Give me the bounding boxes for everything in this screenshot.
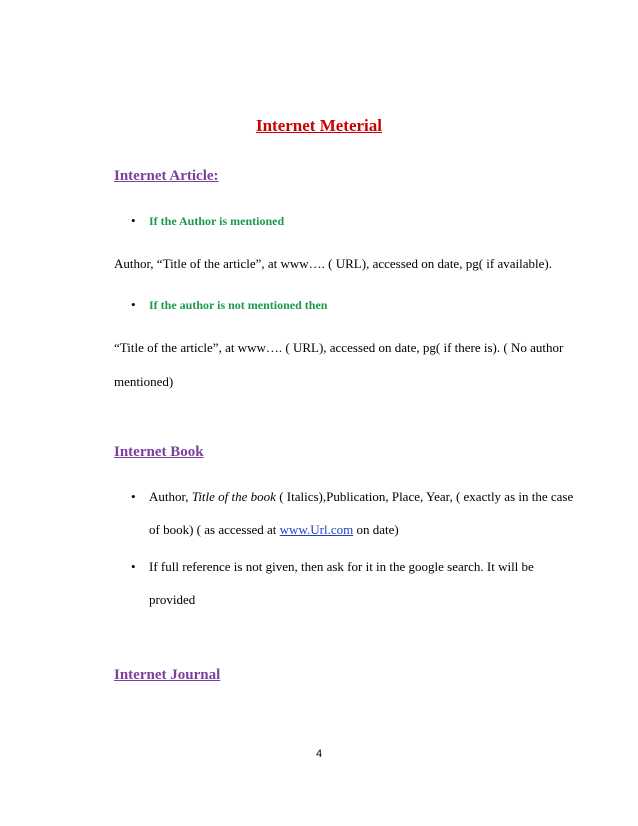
section-heading-internet-book: Internet Book xyxy=(114,444,204,460)
citation-format-no-author-line1: “Title of the article”, at www…. ( URL), accessed on date, pg( if there is). ( No author xyxy=(114,340,564,355)
bullet-text-continuation: provided xyxy=(149,592,196,607)
bullet-icon: • xyxy=(131,489,136,504)
bullet-icon: • xyxy=(131,297,136,312)
bullet-text-continuation: of book) ( as accessed at www.Url.com on date) xyxy=(149,522,399,537)
citation-format-author: Author, “Title of the article”, at www…. ( URL), accessed on date, pg( if available). xyxy=(114,256,552,271)
page-title: Internet Meterial xyxy=(255,116,383,135)
bullet-label: If the author is not mentioned then xyxy=(149,298,328,312)
url-link[interactable]: www.Url.com xyxy=(279,522,354,537)
bullet-text-line: Author, Title of the book ( Italics),Publication, Place, Year, ( exactly as in the case xyxy=(149,489,574,504)
bullet-text-line: If full reference is not given, then ask for it in the google search. It will be xyxy=(149,559,534,574)
citation-format-no-author-line2: mentioned) xyxy=(114,374,174,389)
bullet-icon: • xyxy=(131,559,136,574)
section-heading-internet-article: Internet Article: xyxy=(114,168,219,184)
bullet-icon: • xyxy=(131,213,136,228)
section-heading-internet-journal: Internet Journal xyxy=(114,667,221,683)
bullet-label: If the Author is mentioned xyxy=(149,214,285,228)
page-number: 4 xyxy=(315,748,323,760)
